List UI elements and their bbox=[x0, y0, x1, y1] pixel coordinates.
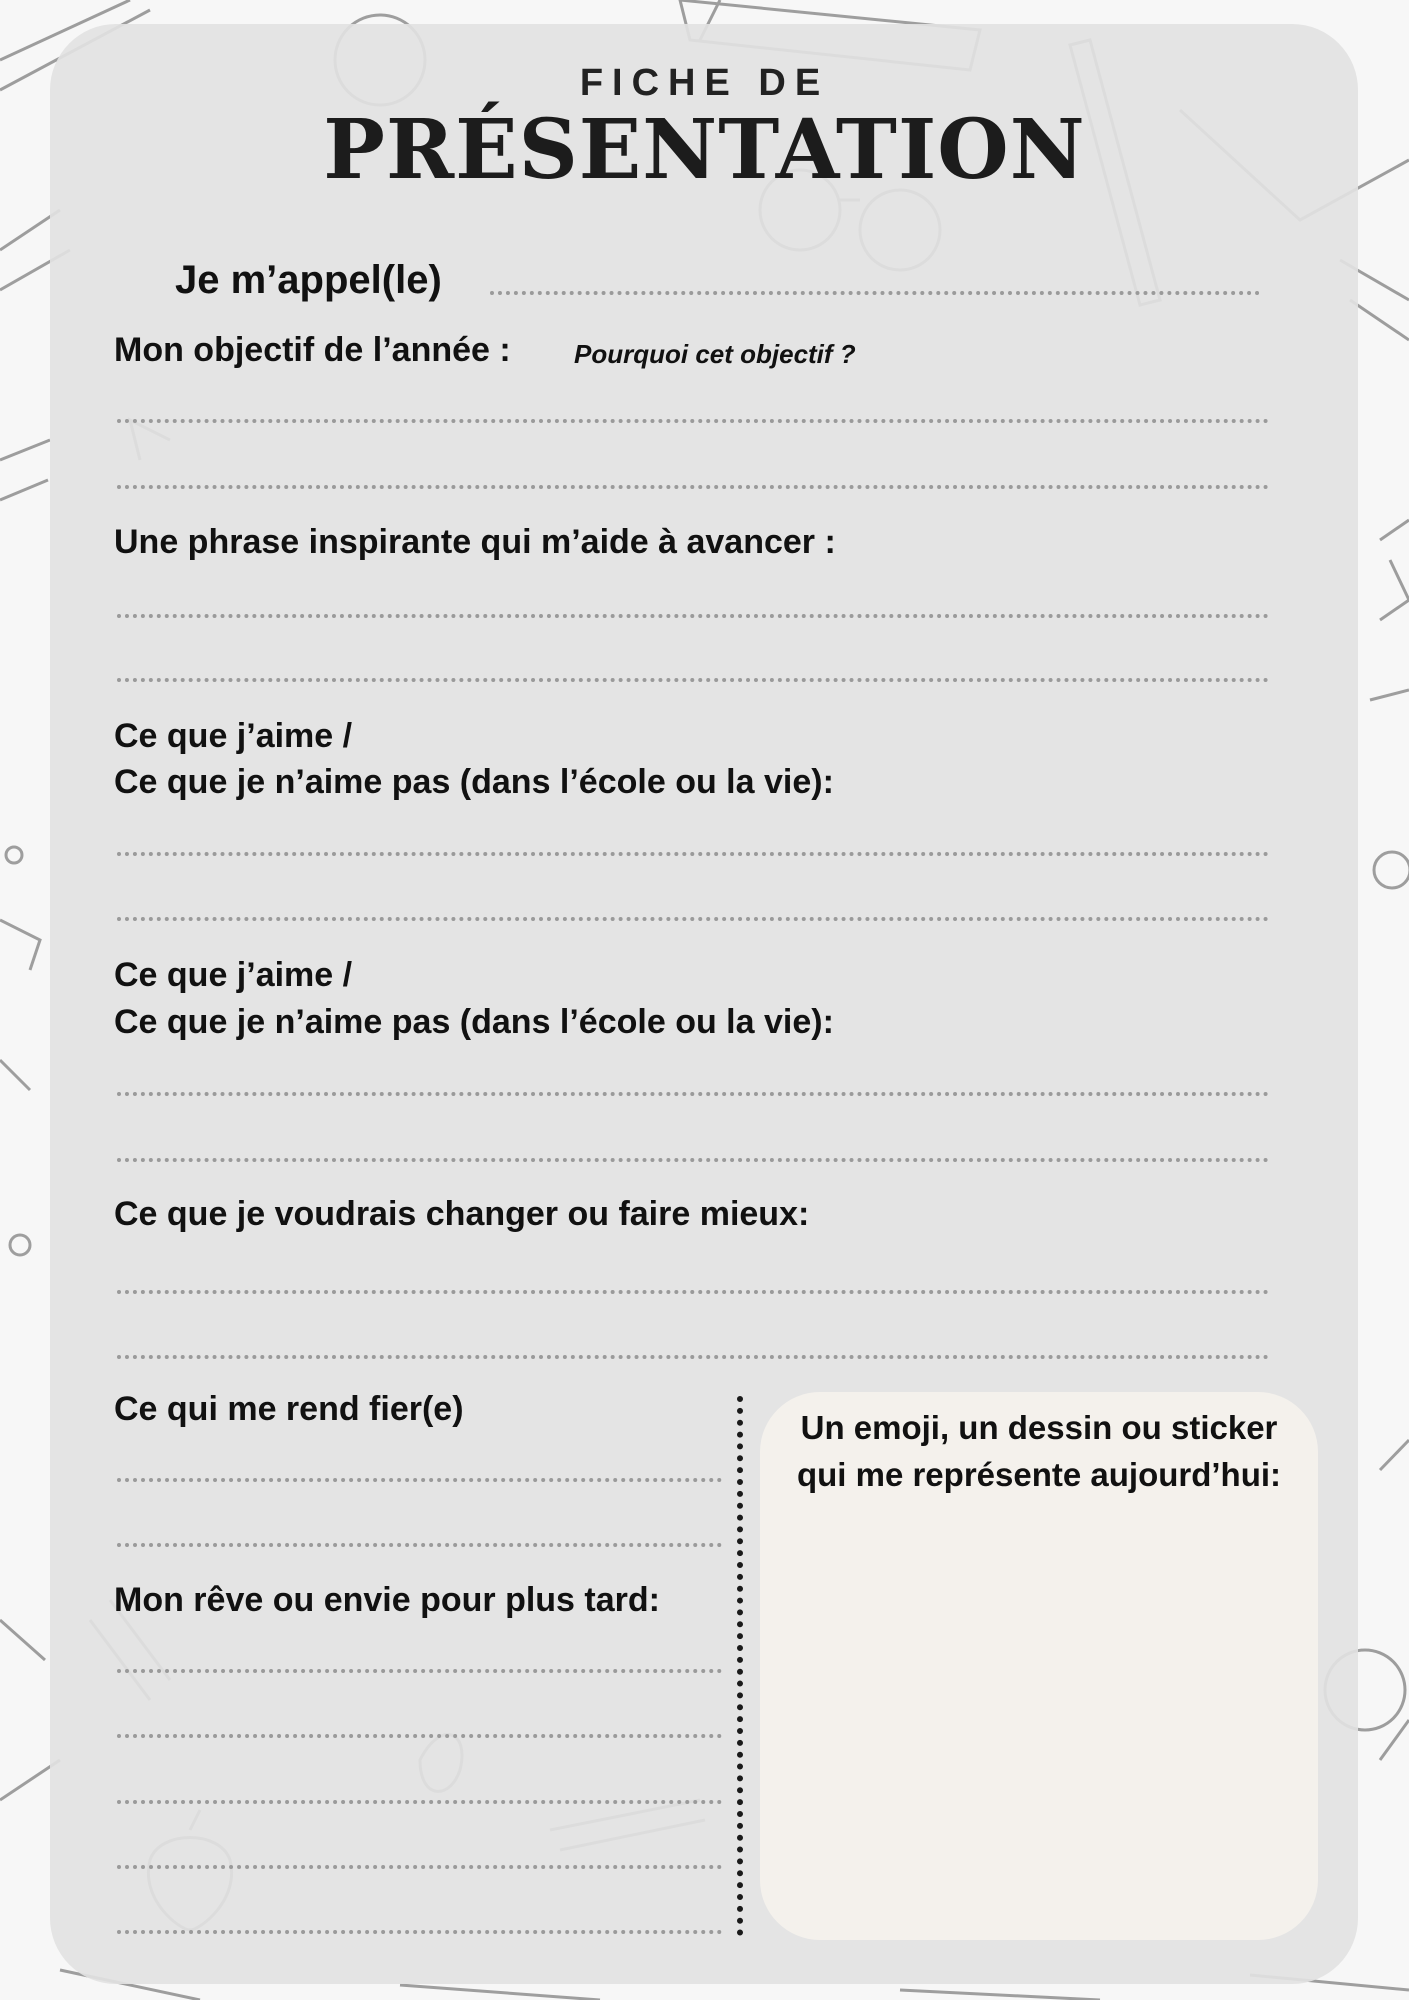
proud-label: Ce qui me rend fier(e) bbox=[114, 1390, 464, 1428]
quote-label: Une phrase inspirante qui m’aide à avancer : bbox=[114, 523, 836, 561]
likes-2-input-line-1[interactable] bbox=[117, 1092, 1269, 1096]
dream-input-line-2[interactable] bbox=[117, 1734, 722, 1738]
likes-2-input-line-2[interactable] bbox=[117, 1158, 1269, 1162]
goal-input-line-2[interactable] bbox=[117, 485, 1269, 489]
proud-input-line-2[interactable] bbox=[117, 1543, 722, 1547]
name-label: Je m’appel(le) bbox=[175, 258, 442, 302]
improve-input-line-2[interactable] bbox=[117, 1355, 1269, 1359]
dream-input-line-3[interactable] bbox=[117, 1800, 722, 1804]
likes-label-2-line-1: Ce que j’aime / bbox=[114, 956, 353, 994]
dream-label: Mon rêve ou envie pour plus tard: bbox=[114, 1581, 660, 1619]
page-title: PRÉSENTATION bbox=[323, 102, 1086, 198]
column-divider bbox=[737, 1396, 743, 1936]
goal-why-label: Pourquoi cet objectif ? bbox=[574, 339, 856, 369]
goal-label: Mon objectif de l’année : bbox=[114, 331, 511, 369]
goal-input-line-1[interactable] bbox=[117, 419, 1269, 423]
quote-input-line-1[interactable] bbox=[117, 614, 1269, 618]
likes-label-2-line-2: Ce que je n’aime pas (dans l’école ou la vie): bbox=[114, 1003, 834, 1041]
improve-input-line-1[interactable] bbox=[117, 1290, 1269, 1294]
title-kicker: FICHE DE bbox=[579, 62, 830, 104]
dream-input-line-5[interactable] bbox=[117, 1930, 722, 1934]
likes-1-input-line-2[interactable] bbox=[117, 917, 1269, 921]
likes-label-1-line-2: Ce que je n’aime pas (dans l’école ou la vie): bbox=[114, 763, 834, 801]
dream-input-line-1[interactable] bbox=[117, 1669, 722, 1673]
improve-label: Ce que je voudrais changer ou faire mieux: bbox=[114, 1195, 810, 1233]
likes-1-input-line-1[interactable] bbox=[117, 852, 1269, 856]
name-input-line[interactable] bbox=[490, 291, 1260, 295]
dream-input-line-4[interactable] bbox=[117, 1865, 722, 1869]
emoji-box-label: Un emoji, un dessin ou sticker qui me représente aujourd’hui: bbox=[796, 1409, 1282, 1493]
likes-label-1-line-1: Ce que j’aime / bbox=[114, 717, 353, 755]
proud-input-line-1[interactable] bbox=[117, 1478, 722, 1482]
quote-input-line-2[interactable] bbox=[117, 678, 1269, 682]
